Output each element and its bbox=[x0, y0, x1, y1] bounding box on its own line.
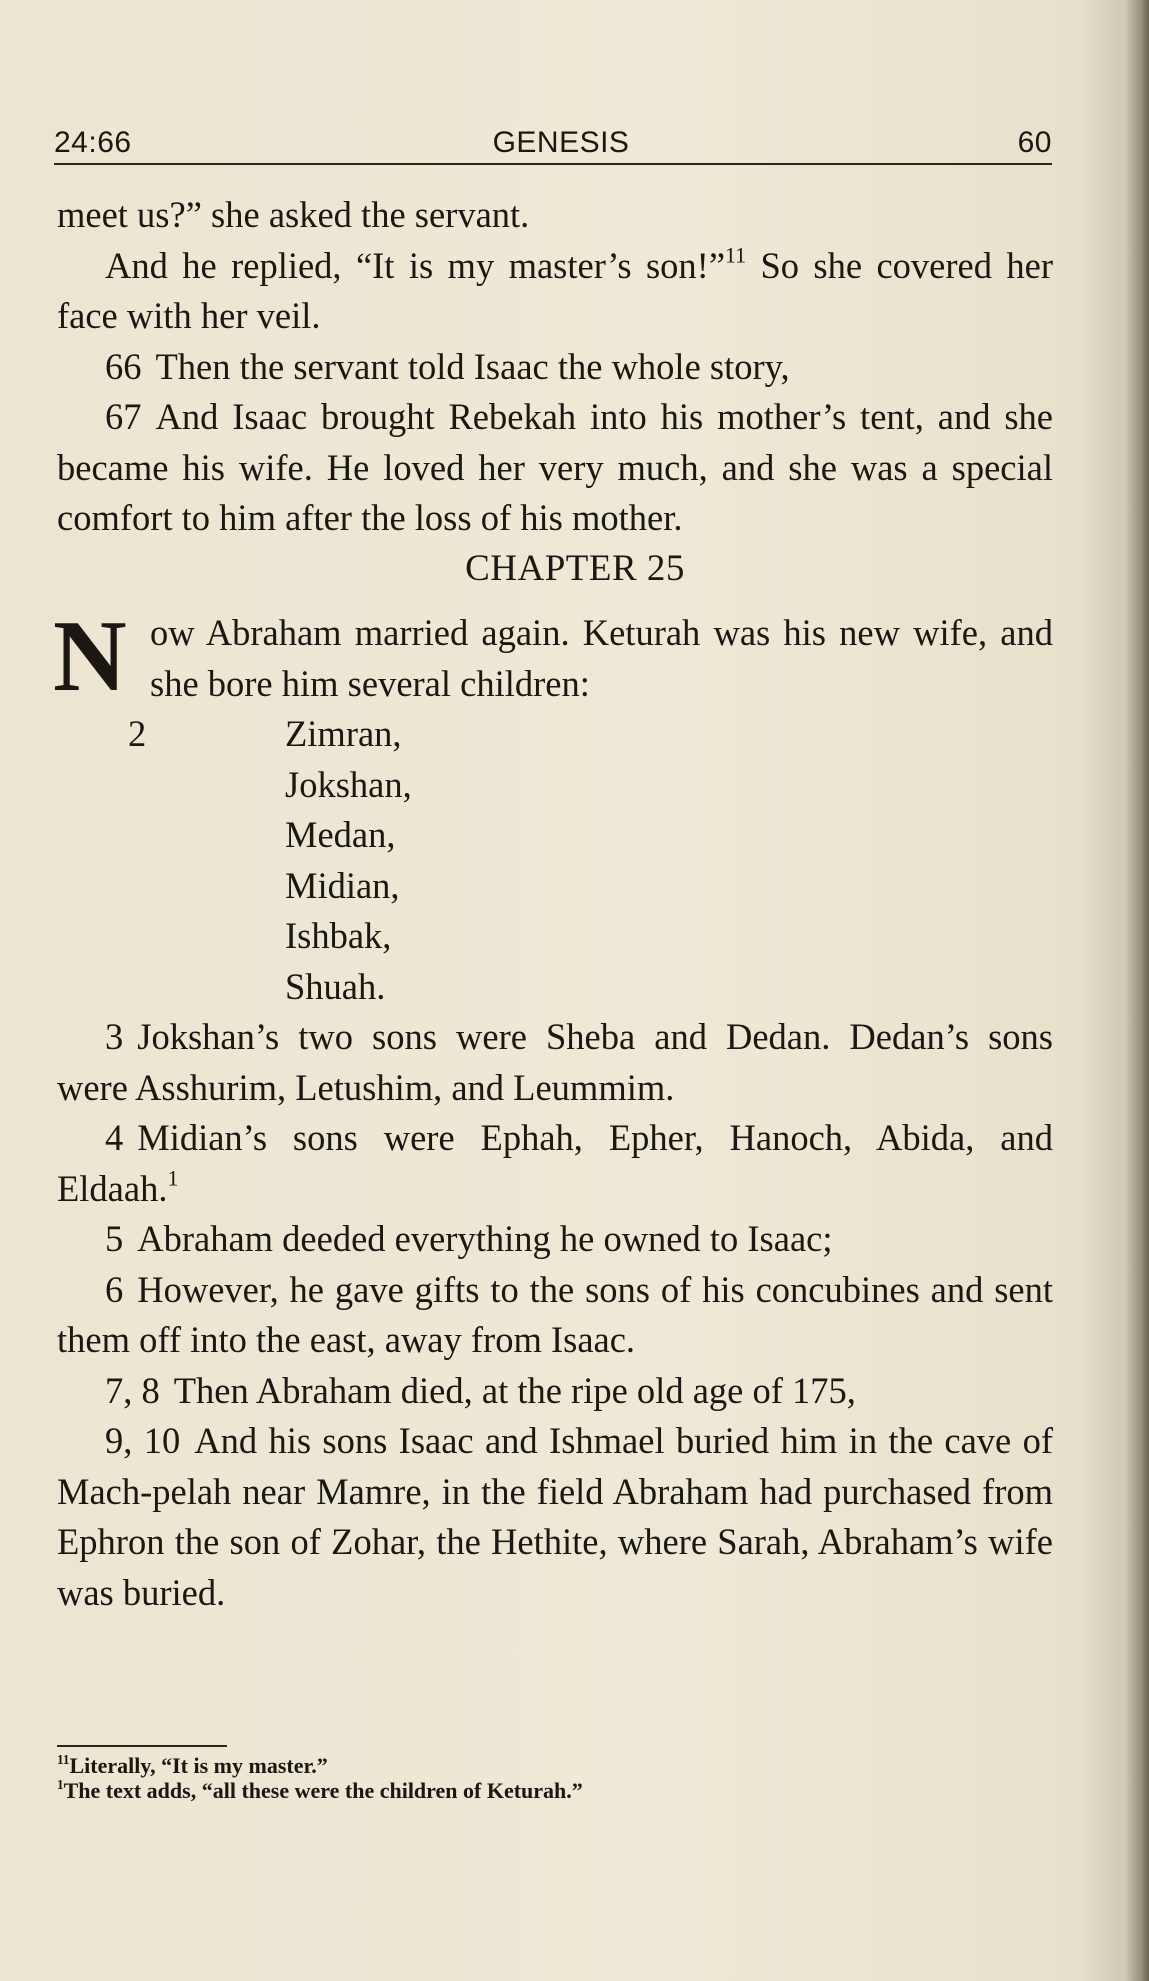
child-name: Jokshan, bbox=[285, 763, 412, 805]
verse-67 bbox=[57, 392, 1053, 544]
drop-cap-letter: N bbox=[53, 600, 127, 713]
verse-number: 4 bbox=[105, 1117, 124, 1158]
verse-number: 3 bbox=[105, 1016, 124, 1057]
running-header bbox=[54, 122, 1052, 166]
chapter-heading: CHAPTER 25 bbox=[465, 547, 685, 589]
footnotes bbox=[57, 1753, 1057, 1803]
footnote-marker: 11 bbox=[725, 242, 747, 268]
footnote-rule bbox=[57, 1745, 227, 1747]
verse-number: 2 bbox=[128, 713, 147, 754]
list-item bbox=[57, 911, 1053, 962]
footnote-text: Literally, “It is my master.” bbox=[69, 1753, 328, 1778]
child-name: Ishbak, bbox=[285, 915, 392, 956]
list-item bbox=[57, 760, 1053, 811]
verse-text: However, he gave gifts to the sons of his concubines and sent them off into the east, away from Isaac. bbox=[57, 1268, 1053, 1360]
footnote bbox=[57, 1753, 1057, 1778]
verse-text: Jokshan’s two sons were Sheba and Dedan. Dedan’s sons were Asshurim, Letushim, and Leummim. bbox=[57, 1016, 1053, 1108]
verse-text: Midian’s sons were Ephah, Epher, Hanoch, Abida, and Eldaah. bbox=[57, 1117, 1053, 1209]
verse-text: And his sons Isaac and Ishmael buried him in the cave of Mach-pelah near Mamre, in the field Abraham had purchased from Ephron the son of Zohar, the Hethite, where Sarah, Abraham’s wife was buried. bbox=[57, 1420, 1053, 1613]
list-item bbox=[57, 962, 1053, 1013]
verse-text: Abraham deeded everything he owned to Isaac; bbox=[137, 1218, 833, 1259]
child-name: Shuah. bbox=[285, 965, 386, 1007]
verse-6 bbox=[57, 1265, 1053, 1366]
verse-number: 7, 8 bbox=[105, 1369, 160, 1411]
page-spine-shadow bbox=[1125, 0, 1149, 1981]
children-list bbox=[57, 709, 1053, 1012]
verse-9-10 bbox=[57, 1416, 1053, 1618]
paragraph bbox=[57, 190, 1053, 241]
child-name: Medan, bbox=[285, 814, 396, 855]
text-span: And he replied, “It is my master’s son!” bbox=[105, 244, 726, 286]
list-item bbox=[57, 709, 1053, 760]
verse-number: 9, 10 bbox=[105, 1420, 181, 1461]
verse-5 bbox=[57, 1214, 1053, 1265]
verse-number: 67 bbox=[105, 396, 142, 437]
verse-1 bbox=[53, 600, 1053, 713]
list-item bbox=[57, 810, 1053, 861]
verse-text: Then Abraham died, at the ripe old age of 175, bbox=[173, 1369, 856, 1411]
verse-text: Then the servant told Isaac the whole story, bbox=[155, 345, 790, 387]
text-line: meet us?” she asked the servant. bbox=[57, 194, 530, 235]
chapter-verse-reference: 24:66 bbox=[54, 126, 132, 159]
scripture-text bbox=[53, 190, 1053, 1618]
footnote-marker: 11 bbox=[57, 1751, 70, 1767]
verse-number: 66 bbox=[105, 345, 142, 387]
verse-number: 5 bbox=[105, 1218, 124, 1259]
footnote-marker: 1 bbox=[57, 1776, 64, 1792]
verse-text: And Isaac brought Rebekah into his mother’s tent, and she became his wife. He loved her very much, and she was a special comfort to him after the loss of his mother. bbox=[57, 396, 1053, 538]
verse-4 bbox=[57, 1113, 1053, 1214]
footnote-text: The text adds, “all these were the children of Keturah.” bbox=[63, 1778, 583, 1803]
verse-text: ow Abraham married again. Keturah was his new wife, and she bore him several children: bbox=[150, 612, 1053, 704]
verse-66 bbox=[57, 342, 1053, 393]
child-name: Midian, bbox=[285, 864, 400, 906]
verse-number: 6 bbox=[105, 1268, 124, 1310]
verse-3 bbox=[57, 1012, 1053, 1113]
footnote bbox=[57, 1778, 1057, 1803]
verse-7-8 bbox=[57, 1366, 1053, 1417]
paragraph bbox=[57, 241, 1053, 342]
footnote-marker: 1 bbox=[167, 1165, 179, 1191]
book-title: GENESIS bbox=[492, 126, 630, 159]
text-span: So she covered her face with her veil. bbox=[57, 244, 1053, 336]
child-name: Zimran, bbox=[285, 713, 402, 754]
list-item bbox=[57, 861, 1053, 912]
header-rule bbox=[54, 163, 1052, 165]
page-number: 60 bbox=[1017, 126, 1052, 159]
